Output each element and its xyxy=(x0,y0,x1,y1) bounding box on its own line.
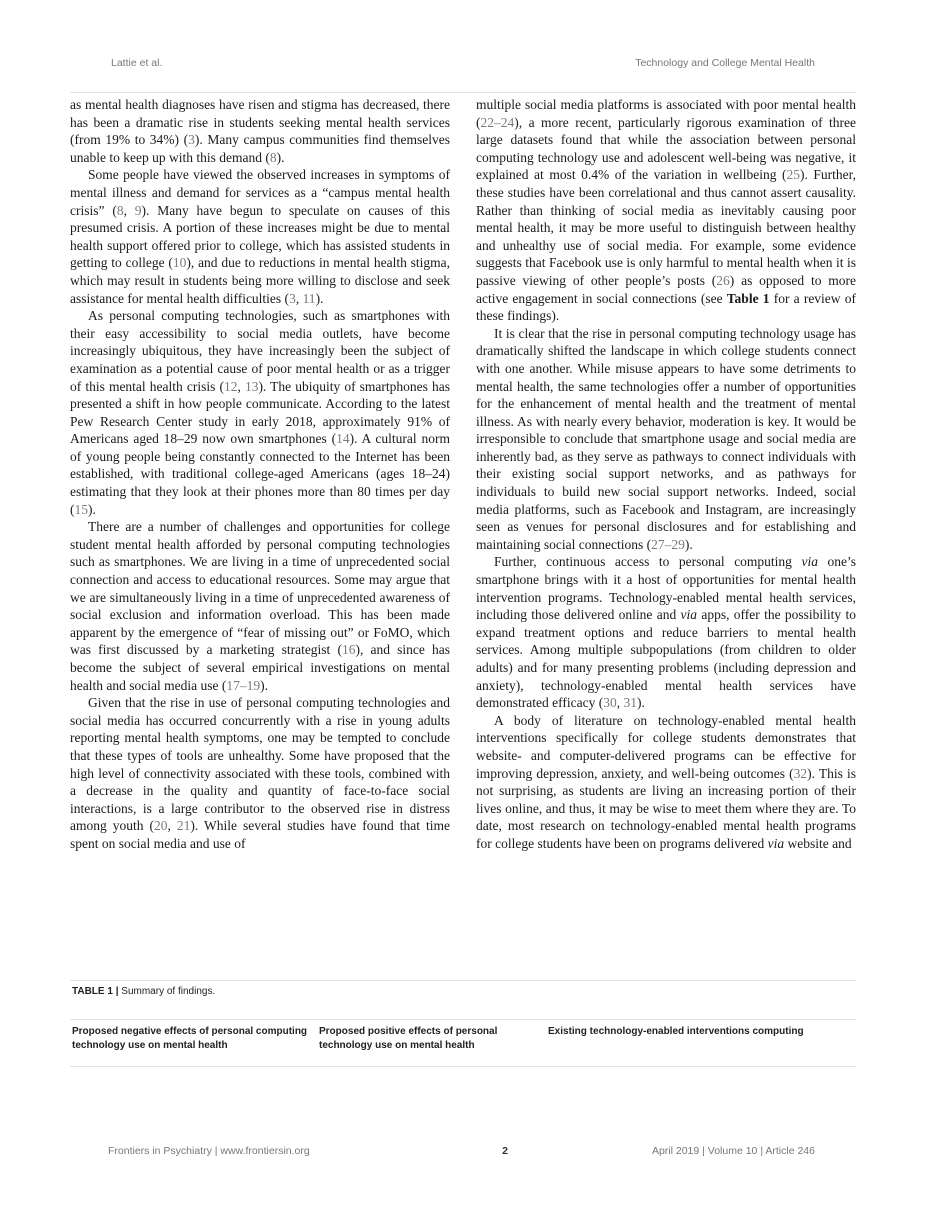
table-top-rule xyxy=(70,980,856,981)
citation-link[interactable]: 12 xyxy=(223,378,238,394)
citation-link[interactable]: 15 xyxy=(74,501,88,517)
citation-link[interactable]: 21 xyxy=(176,818,191,834)
citation-link[interactable]: 30 xyxy=(603,695,617,711)
paragraph: As personal computing technologies, such as smartphones with their easy accessibility to social media outlets, have become increasingly ubiquitous, they have increasingly been the subject of examination as a potential cause of poor mental health or as a trigger of this mental health crisis (12, 13). The ubiquity of smartphones has presented a shift in how people communicate. According to the latest Pew Research Center study in early 2018, approximately 91% of Americans aged 18–29 now own smartphones (14). A cultural norm of young people being constantly connected to the Internet has been established, with traditional college-aged Americans (ages 18–24) estimating that they look at their phones more than 80 times per day (15). xyxy=(70,308,451,517)
citation-link[interactable]: 9 xyxy=(134,202,142,218)
header-rule xyxy=(70,92,856,93)
citation-link[interactable]: 16 xyxy=(341,642,356,658)
citation-link[interactable]: 27–29 xyxy=(651,536,685,552)
table-header-interventions: Existing technology-enabled interventions computing xyxy=(548,1026,804,1037)
body-column-left xyxy=(70,96,450,853)
citation-link[interactable]: 25 xyxy=(786,167,800,183)
citation-link[interactable]: 26 xyxy=(716,272,730,288)
citation-link[interactable]: 3 xyxy=(289,290,296,306)
citation-link[interactable]: 20 xyxy=(154,818,168,834)
table-bottom-rule xyxy=(70,1066,856,1067)
paragraph: multiple social media platforms is associated with poor mental health (22–24), a more recent, particularly rigorous examination of three large datasets found that while the association between personal computing technology use and adolescent well-being was negative, it explained at most 0.4% of the variation in wellbeing (25). Further, these studies have been correlational and thus cannot assert causality. Rather than thinking of social media as inevitably causing poor mental health, it may be more useful to distinguish between healthy and unhealthy use of social media. For example, some evidence suggests that Facebook use is only harmful to mental health when it is passive viewing of other people’s posts (26) as opposed to more active engagement in social connections (see Table 1 for a review of these findings). xyxy=(476,97,856,324)
paragraph: Further, continuous access to personal computing via one’s smartphone brings with it a host of opportunities for mental health intervention programs. Technology-enabled mental health services, including those delivered online and via apps, offer the possibility to expand treatment options and reduce barriers to mental health services. Among multiple subpopulations (from children to older adults) and for many presenting problems (including depression and anxiety), technology-enabled mental health services have demonstrated efficacy (30, 31). xyxy=(476,554,856,711)
body-column-right xyxy=(476,96,856,853)
paragraph: It is clear that the rise in personal computing technology usage has dramatically shifted the landscape in which college students connect with one another. While misuse appears to have some detriments to mental health, the same technologies offer a number of opportunities for the enhancement of mental health and the treatment of mental illness. As with nearly every behavior, moderation is key. It would be irresponsible to conclude that smartphone usage and social media are inherently bad, as they serve as pathways to connect individuals with their existing social support networks, and as pathways for individuals to build new social support networks. Indeed, social media platforms, such as Facebook and Instagram, are increasingly seen as venues for personal disclosures and for establishing and maintaining social connections (27–29). xyxy=(476,325,856,552)
table-header-rule xyxy=(70,1019,856,1020)
paragraph: as mental health diagnoses have risen and stigma has decreased, there has been a dramatic rise in students seeking mental health services (from 19% to 34%) (3). Many campus communities find themselves unable to keep up with this demand (8). xyxy=(70,97,450,165)
citation-link[interactable]: 8 xyxy=(116,202,124,218)
table-caption xyxy=(72,986,215,997)
table-header-positive-effects: Proposed positive effects of personal technology use on mental health xyxy=(319,1026,498,1051)
citation-link[interactable]: 3 xyxy=(188,132,195,148)
citation-link[interactable]: 13 xyxy=(244,378,259,394)
table-header-negative-effects: Proposed negative effects of personal computing technology use on mental health xyxy=(72,1026,308,1051)
paragraph: A body of literature on technology-enabled mental health interventions specifically for college students demonstrates that website- and computer-delivered programs can be effective for improving depression, anxiety, and well-being outcomes (32). This is not surprising, as students are living an increasing portion of their lives online, and thus, it may be wise to meet them where they are. To date, most research on technology-enabled mental health programs for college students have been on programs delivered via website and xyxy=(476,712,856,851)
citation-link[interactable]: 8 xyxy=(269,149,277,165)
footer-journal-link[interactable]: Frontiers in Psychiatry | www.frontiersin.org xyxy=(108,1145,310,1157)
paragraph: There are a number of challenges and opportunities for college student mental health afforded by personal computing technologies such as smartphones. We are living in a time of unprecedented social connection and access to educational resources. Some may argue that we are simultaneously living in a time of unprecedented awareness of social exclusion and information overload. This has been made apparent by the emergence of “fear of missing out” or FoMO, which was first discussed by a marketing strategist (16), and since has become the subject of several empirical investigations on mental health and social media use (17–19). xyxy=(70,519,450,693)
table-reference-link[interactable]: Table 1 xyxy=(726,290,770,306)
citation-link[interactable]: 17–19 xyxy=(226,677,261,693)
citation-link[interactable]: 10 xyxy=(172,255,187,271)
citation-link[interactable]: 22–24 xyxy=(480,114,515,130)
paragraph: Some people have viewed the observed increases in symptoms of mental illness and demand for services as a “campus mental health crisis” (8, 9). Many have begun to speculate on causes of this presumed crisis. A portion of these increases might be due to mental health support offered prior to college, which has assisted students in getting to college (10), and due to reductions in mental health stigma, which may result in students being more willing to disclose and seek assistance for mental health difficulties (3, 11). xyxy=(70,167,451,306)
running-header-title: Technology and College Mental Health xyxy=(635,57,815,69)
running-header-author: Lattie et al. xyxy=(111,57,163,69)
table-label: TABLE 1 | xyxy=(72,986,119,997)
citation-link[interactable]: 14 xyxy=(336,431,350,447)
footer-issue-info: April 2019 | Volume 10 | Article 246 xyxy=(651,1145,815,1157)
table-caption-text: Summary of findings. xyxy=(118,986,216,997)
citation-link[interactable]: 11 xyxy=(302,290,316,306)
footer-page-number: 2 xyxy=(502,1145,508,1157)
citation-link[interactable]: 32 xyxy=(793,765,808,781)
paragraph: Given that the rise in use of personal computing technologies and social media has occurred concurrently with a rise in young adults reporting mental health symptoms, one may be tempted to conclude that these types of tools are unhealthy. Some have proposed that the high level of connectivity associated with these tools, combined with a decrease in the quality and quantity of face-to-face social interactions, is a large contributor to the observed rise in distress among youth (20, 21). While several studies have found that time spent on social media and use of xyxy=(70,695,451,851)
citation-link[interactable]: 31 xyxy=(623,695,637,711)
